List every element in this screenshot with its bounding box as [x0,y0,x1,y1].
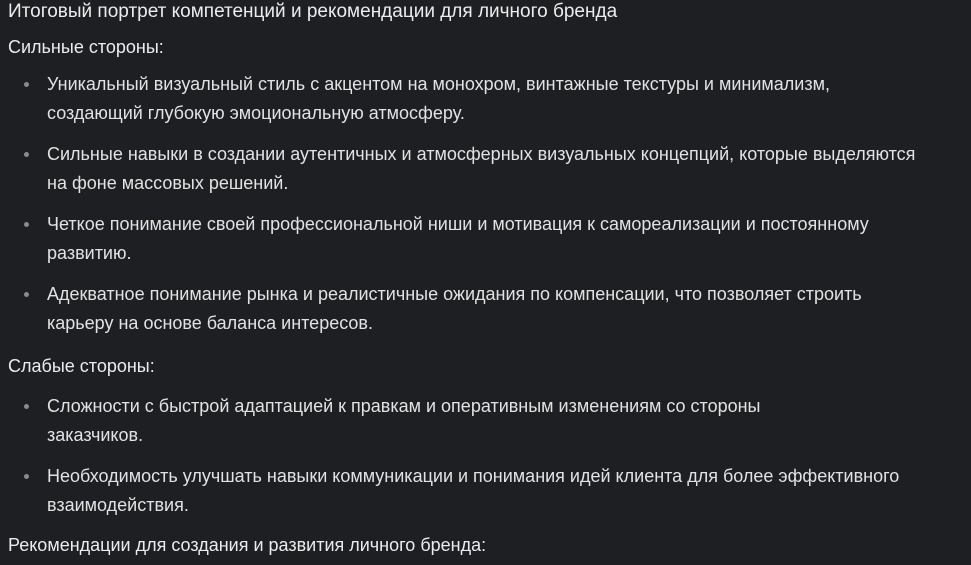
weaknesses-list [0,392,960,532]
bullet-icon [24,292,29,297]
list-item-text: Четкое понимание своей профессиональной ниши и мотивация к самореализации и постоянному развитию. [47,214,869,263]
list-item [0,70,960,128]
list-item [0,280,960,338]
bullet-icon [24,82,29,87]
list-item-text: Адекватное понимание рынка и реалистичные ожидания по компенсации, что позволяет строить карьеру на основе баланса интересов. [47,284,862,333]
list-item [0,462,960,520]
list-item [0,140,960,198]
bullet-icon [24,404,29,409]
bullet-icon [24,474,29,479]
weaknesses-heading: Слабые стороны: [8,356,155,376]
recommendations-heading: Рекомендации для создания и развития личного бренда: [8,535,487,555]
list-item [0,392,960,450]
list-item-text: Уникальный визуальный стиль с акцентом на монохром, винтажные текстуры и минимализм, создающий глубокую эмоциональную атмосферу. [47,74,830,123]
strengths-list [0,70,960,350]
document-title: Итоговый портрет компетенций и рекомендации для личного бренда [8,1,618,22]
strengths-heading: Сильные стороны: [8,37,164,57]
list-item-text: Сильные навыки в создании аутентичных и атмосферных визуальных концепций, которые выделяются на фоне массовых решений. [47,144,916,193]
list-item-text: Необходимость улучшать навыки коммуникации и понимания идей клиента для более эффективного взаимодействия. [47,466,900,515]
bullet-icon [24,152,29,157]
bullet-icon [24,222,29,227]
list-item [0,210,960,268]
list-item-text: Сложности с быстрой адаптацией к правкам и оперативным изменениям со стороны заказчиков. [47,396,761,445]
